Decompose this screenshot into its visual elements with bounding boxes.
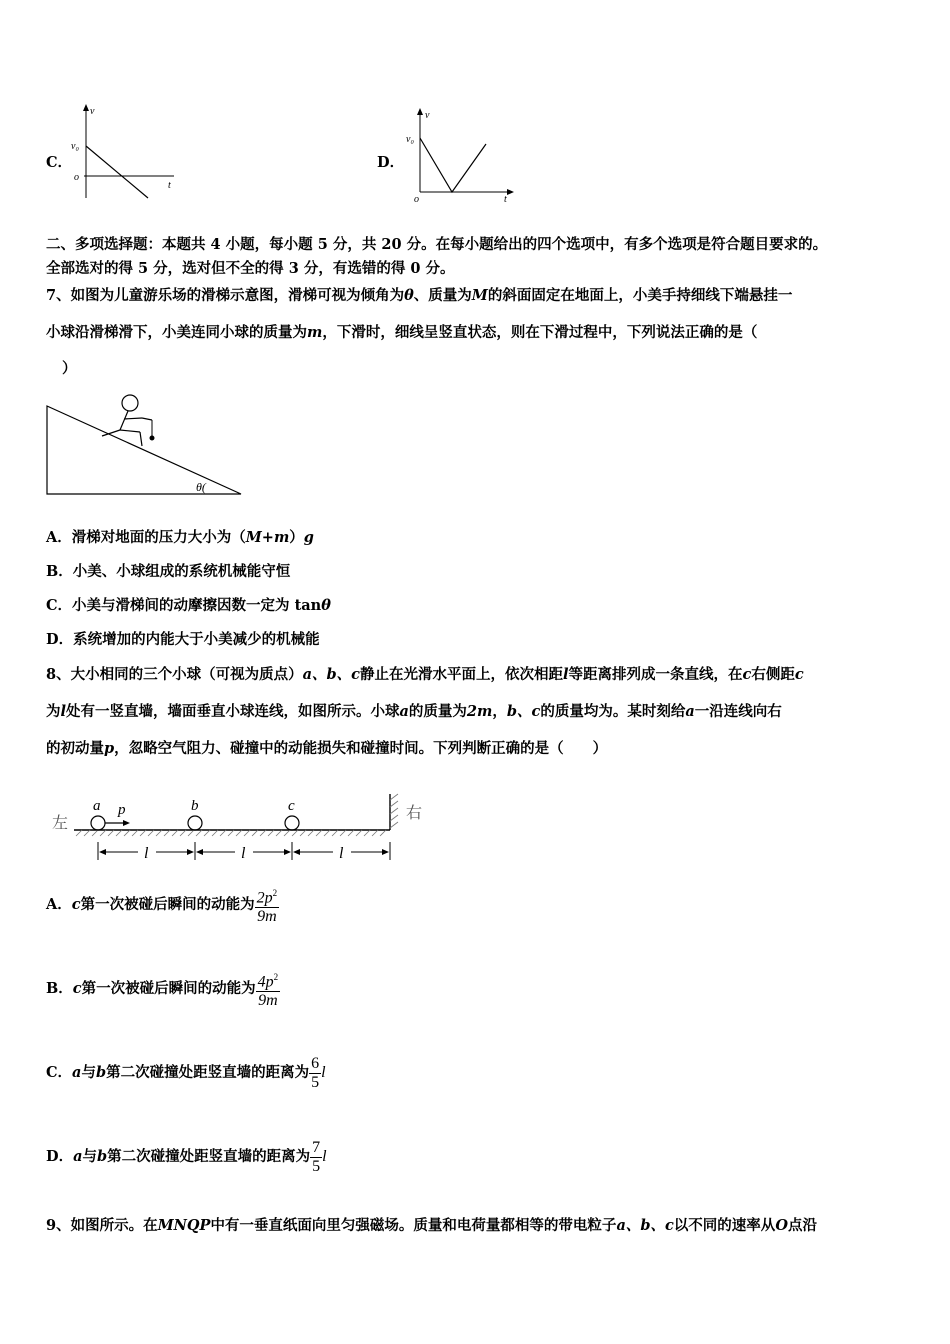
q8-option-a[interactable]: A．c第一次被碰后瞬间的动能为 $\frac{2p^2}{9m}$	[46, 882, 279, 928]
graph-d-v-label: v	[425, 110, 430, 121]
q7-option-d[interactable]: D．系统增加的内能大于小美减少的机械能	[46, 631, 320, 648]
section2-line2: 全部选对的得 5 分，选对但不全的得 3 分，有选错的得 0 分。	[46, 260, 455, 277]
ball-c-label: c	[288, 798, 295, 814]
momentum-label: p	[118, 802, 126, 818]
slide-incline	[47, 406, 241, 494]
q8-option-c-fraction: $\frac{6}{5}$	[311, 1054, 320, 1091]
q7-option-b[interactable]: B．小美、小球组成的系统机械能守恒	[46, 563, 291, 580]
graph-c-t-label: t	[168, 180, 171, 191]
graph-c	[66, 102, 186, 202]
q7-line1: 7、如图为儿童游乐场的滑梯示意图，滑梯可视为倾角为θ、质量为M的斜面固定在地面上，小美手持细线下端悬挂一	[46, 287, 793, 304]
graph-d	[400, 104, 520, 204]
graph-d-t-arrow	[507, 189, 514, 195]
dim-label-1: l	[144, 845, 149, 862]
graph-c-v0-label: v₀	[71, 141, 79, 152]
graph-d-v-arrow	[417, 108, 423, 115]
ball-a-label: a	[93, 798, 101, 814]
option-d-label: D．	[377, 154, 405, 171]
q9-line1: 9、如图所示。在MNQP中有一垂直纸面向里匀强磁场。质量和电荷量都相等的带电粒子a、b、c以不同的速率从O点沿	[46, 1217, 817, 1234]
fig-right-label: 右	[406, 803, 423, 822]
q8-option-b-fraction: $\frac{4p^2}{9m}$	[256, 968, 281, 1010]
graph-c-o-label: o	[74, 172, 79, 183]
slide-angle-label: θ(	[196, 480, 206, 494]
wall-hatching	[390, 794, 398, 828]
q7-line2: 小球沿滑梯滑下，小美连同小球的质量为m，下滑时，细线呈竖直状态，则在下滑过程中，下列说法正确的是（	[46, 324, 758, 341]
dim-label-3: l	[339, 845, 344, 862]
q8-option-c[interactable]: C．a与b第二次碰撞处距竖直墙的距离为 $\frac{6}{5}$ l	[46, 1054, 326, 1091]
graph-d-line	[420, 138, 486, 192]
q8-option-d-fraction: $\frac{7}{5}$	[312, 1138, 321, 1175]
girl-body	[120, 411, 128, 430]
q8-option-d[interactable]: D．a与b第二次碰撞处距竖直墙的距离为 $\frac{7}{5}$ l	[46, 1138, 327, 1175]
graph-d-o-label: o	[414, 194, 419, 204]
girl-hand	[142, 418, 152, 420]
q7-option-a[interactable]: A．滑梯对地面的压力大小为（M+m）g	[46, 529, 314, 546]
graph-d-v0-label: v₀	[406, 134, 414, 145]
q7-option-c[interactable]: C．小美与滑梯间的动摩擦因数一定为 tanθ	[46, 597, 331, 614]
graph-c-v-label: v	[90, 106, 95, 117]
momentum-arrowhead	[123, 820, 130, 826]
graph-d-t-label: t	[504, 194, 507, 204]
girl-leg-upper	[120, 430, 140, 432]
q8-line3: 的初动量p，忽略空气阻力、碰撞中的动能损失和碰撞时间。下列判断正确的是（ ）	[46, 740, 608, 757]
ball-c	[285, 816, 299, 830]
girl-head	[122, 395, 138, 411]
dim-label-2: l	[241, 845, 246, 862]
graph-c-line	[86, 146, 148, 198]
graph-c-v-arrow	[83, 104, 89, 111]
ground-hatching	[76, 830, 386, 836]
section2-line1: 二、多项选择题：本题共 4 小题，每小题 5 分，共 20 分。在每小题给出的四个选项中，有多个选项是符合题目要求的。	[46, 236, 828, 253]
q8-option-b[interactable]: B．c第一次被碰后瞬间的动能为 $\frac{4p^2}{9m}$	[46, 966, 280, 1012]
q8-balls-figure	[48, 790, 438, 870]
q8-line1: 8、大小相同的三个小球（可视为质点）a、b、c静止在光滑水平面上，依次相距l等距离排列成一条直线，在c右侧距c	[46, 666, 804, 683]
q8-line2: 为l处有一竖直墙，墙面垂直小球连线，如图所示。小球a的质量为2m，b、c的质量均为。某时刻给a一沿连线向右	[46, 703, 782, 720]
ball-b	[188, 816, 202, 830]
ball-a	[91, 816, 105, 830]
fig-left-label: 左	[52, 813, 69, 832]
girl-leg-lower	[140, 432, 142, 446]
small-ball	[150, 436, 155, 441]
q7-line3: ）	[62, 360, 77, 377]
option-c-label: C．	[46, 154, 73, 171]
q8-option-a-fraction: $\frac{2p^2}{9m}$	[255, 884, 280, 926]
girl-arm	[124, 418, 142, 419]
ball-b-label: b	[191, 798, 199, 814]
q7-slide-figure	[44, 392, 250, 500]
